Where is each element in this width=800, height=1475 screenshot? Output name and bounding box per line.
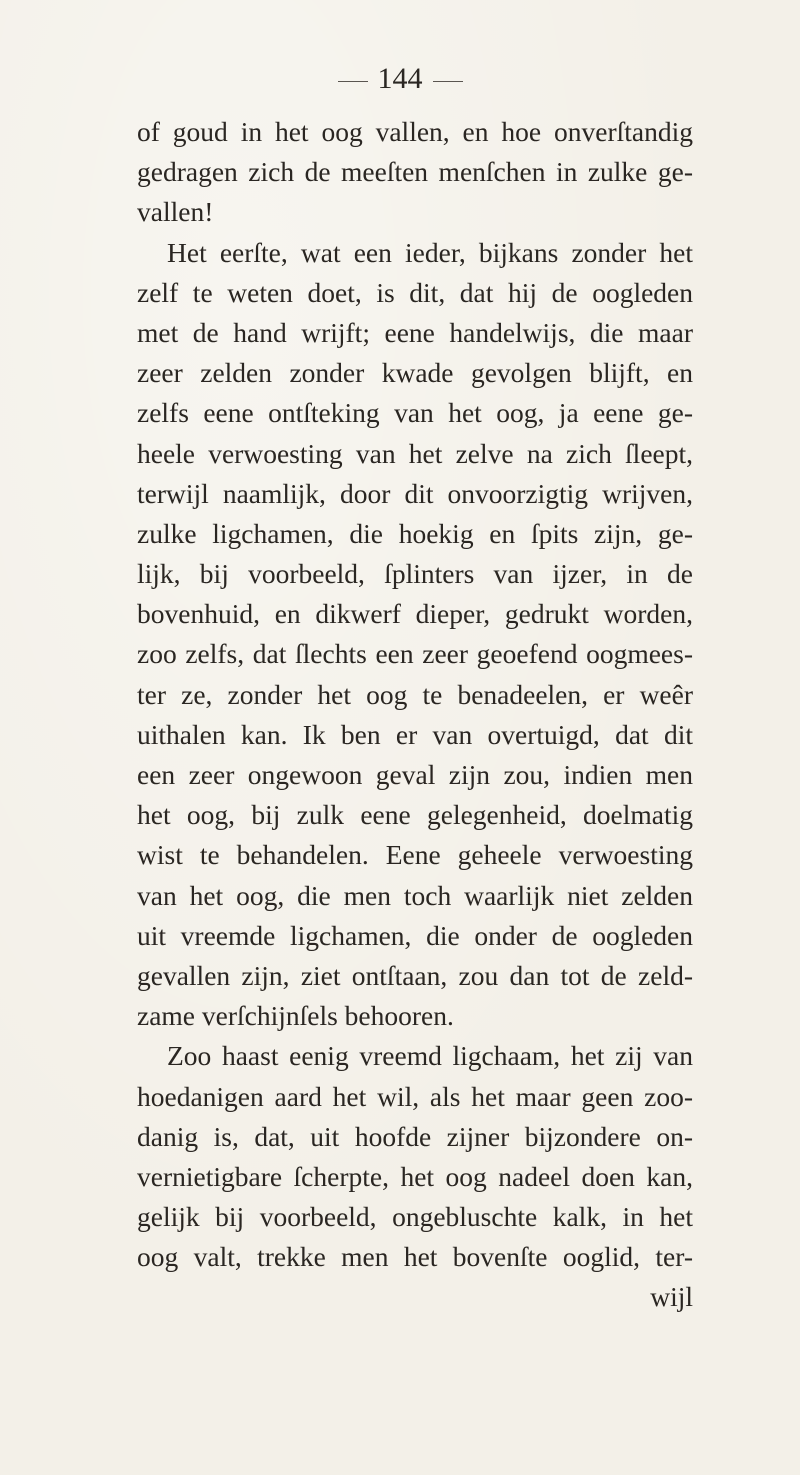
text-line: zelf te weten doet, is dit, dat hij de oogleden [137,276,693,308]
page-header [0,62,800,96]
body-text [137,112,693,1318]
text-line: uit vreemde ligchamen, die onder de oogleden [137,919,693,951]
text-line: Zoo haast eenig vreemd ligchaam, het zij van [167,1040,693,1072]
text-line: vernietigbare ſcherpte, het oog nadeel doen kan, [137,1160,693,1192]
text-line: oog valt, trekke men het bovenſte ooglid, ter- [137,1241,693,1273]
text-line: met de hand wrijft; eene handelwijs, die maar [137,316,693,348]
text-line: wist te behandelen. Eene geheele verwoesting [137,839,693,871]
text-line: gevallen zijn, ziet ontſtaan, zou dan tot de zeld- [137,959,693,991]
catchword: wijl [650,1281,693,1313]
text-line: uithalen kan. Ik ben er van overtuigd, dat dit [137,718,693,750]
text-line: van het oog, die men toch waarlijk niet zelden [137,879,693,911]
text-line: zame verſchijnſels behooren. [137,1000,454,1032]
text-line: zeer zelden zonder kwade gevolgen blijft, en [137,357,693,389]
text-line: of goud in het oog vallen, en hoe onverſtandig [137,116,693,147]
text-line: terwijl naamlijk, door dit onvoorzigtig wrijven, [137,477,693,509]
text-line: zelfs eene ontſteking van het oog, ja eene ge- [137,397,693,429]
text-line: vallen! [137,196,214,228]
text-line: hoedanigen aard het wil, als het maar geen zoo- [137,1080,693,1112]
text-line: ter ze, zonder het oog te benadeelen, er weêr [137,678,693,710]
text-line: bovenhuid, en dikwerf dieper, gedrukt worden, [137,598,693,630]
text-line: gelijk bij voorbeeld, ongebluschte kalk, in het [137,1201,693,1233]
text-line: het oog, bij zulk eene gelegenheid, doelmatig [137,799,693,831]
header-left-rule [338,81,368,82]
text-line: heele verwoesting van het zelve na zich ſleept, [137,437,693,469]
page-number: 144 [377,62,423,95]
text-line: gedragen zich de meeſten menſchen in zulke ge- [137,156,693,188]
text-line: danig is, dat, uit hoofde zijner bijzondere on- [137,1120,693,1152]
text-line: Het eerſte, wat een ieder, bijkans zonder het [167,236,693,268]
header-right-rule [433,81,463,82]
text-line: zulke ligchamen, die hoekig en ſpits zijn, ge- [137,517,693,549]
text-line: zoo zelfs, dat ſlechts een zeer geoefend oogmees- [137,638,693,670]
text-line: lijk, bij voorbeeld, ſplinters van ijzer, in de [137,558,693,590]
text-line: een zeer ongewoon geval zijn zou, indien men [137,759,693,790]
